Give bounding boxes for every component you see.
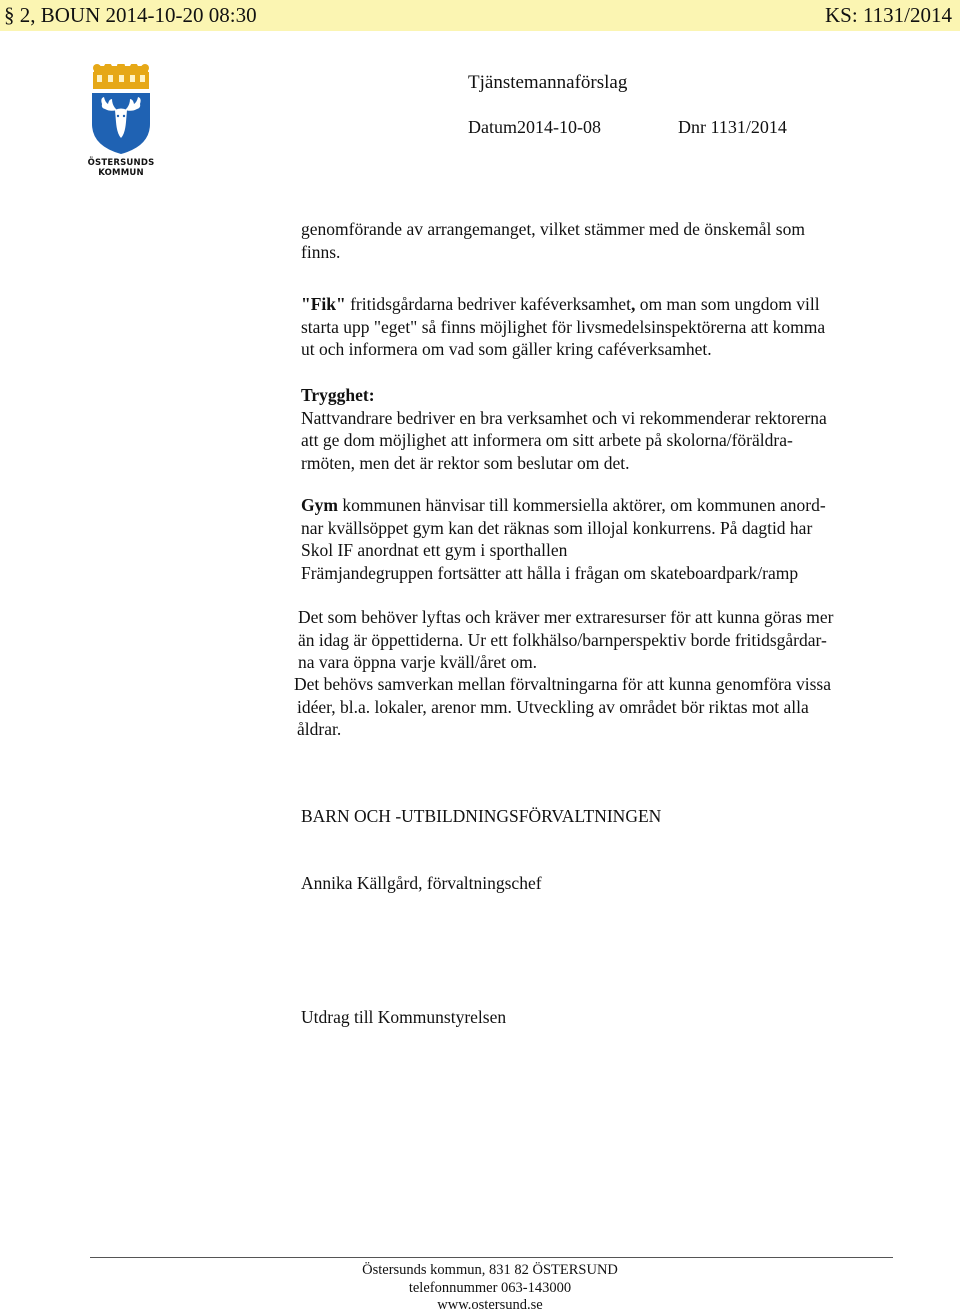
text-line: ut och informera om vad som gäller kring caféverksamhet. [301, 339, 712, 359]
trygghet-heading: Trygghet: [301, 385, 375, 405]
text-line: åldrar. [297, 719, 342, 739]
text-line: än idag är öppettiderna. Ur ett folkhälso/barnperspektiv borde fritidsgårdar- [298, 629, 827, 650]
signature-name: Annika Källgård, förvaltningschef [301, 873, 542, 893]
extract-recipient: Utdrag till Kommunstyrelsen [301, 1007, 507, 1027]
text-line: Det behövs samverkan mellan förvaltningarna för att kunna genomföra vissa [294, 674, 831, 694]
fik-label: "Fik" [301, 294, 346, 314]
paragraph-gym [301, 494, 901, 584]
text-segment: kommunen hänvisar till kommersiella aktörer, om kommunen anord- [337, 495, 826, 515]
footer-website: www.ostersund.se [437, 1297, 543, 1310]
text-line: Det som behöver lyftas och kräver mer extraresurser för att kunna göras mer [298, 607, 834, 627]
logo-line-1: ÖSTERSUNDS [87, 158, 155, 168]
gym-label: Gym [301, 495, 338, 515]
paragraph-collaboration [294, 673, 894, 741]
text-line: nar kvällsöppet gym kan det räknas som illojal konkurrens. På dagtid har [301, 517, 813, 538]
paragraph-arrangement [301, 218, 901, 263]
text-line: Främjandegruppen fortsätter att hålla i frågan om skateboardpark/ramp [301, 562, 799, 583]
paragraph-resources [298, 606, 898, 674]
document-date: Datum2014-10-08 [468, 117, 601, 137]
text-line: rmöten, men det är rektor som beslutar om det. [301, 452, 630, 473]
text-line: na vara öppna varje kväll/året om. [298, 652, 538, 672]
logo-line-2: KOMMUN [98, 168, 144, 178]
text-segment: fritidsgårdarna bedriver kaféverksamhet [345, 294, 631, 314]
case-number: KS: 1131/2014 [825, 3, 952, 27]
text-line: att ge dom möjlighet att informera om sitt arbete på skolorna/föräldra- [301, 430, 793, 450]
meeting-reference: § 2, BOUN 2014-10-20 08:30 [4, 3, 257, 27]
document-dnr: Dnr 1131/2014 [678, 117, 787, 137]
text-segment: , [630, 294, 636, 314]
text-line: Nattvandrare bedriver en bra verksamhet och vi rekommenderar rektorerna [301, 407, 827, 428]
signature-organization: BARN OCH -UTBILDNINGSFÖRVALTNINGEN [301, 806, 662, 826]
text-line [301, 494, 901, 517]
logo-wordmark [80, 158, 162, 178]
paragraph-fik [301, 293, 901, 361]
text-segment: om man som ungdom vill [635, 294, 820, 314]
text-line [301, 293, 901, 316]
page-footer [0, 1262, 960, 1310]
text-line: Skol IF anordnat ett gym i sporthallen [301, 540, 568, 560]
text-line: genomförande av arrangemanget, vilket stämmer med de önskemål som [301, 219, 805, 239]
text-line: idéer, bl.a. lokaler, arenor mm. Utveckling av området bör riktas mot alla [297, 696, 809, 717]
crown-icon [93, 64, 149, 89]
paragraph-trygghet [301, 384, 901, 474]
text-line: starta upp "eget" så finns möjlighet för livsmedelsinspektörerna att komma [301, 316, 826, 337]
meeting-header-bar [0, 0, 960, 31]
text-line: finns. [301, 241, 341, 262]
footer-address: Östersunds kommun, 831 82 ÖSTERSUND [362, 1262, 618, 1278]
footer-divider [90, 1257, 893, 1258]
footer-phone: telefonnummer 063-143000 [408, 1279, 572, 1296]
document-type: Tjänstemannaförslag [468, 72, 628, 93]
